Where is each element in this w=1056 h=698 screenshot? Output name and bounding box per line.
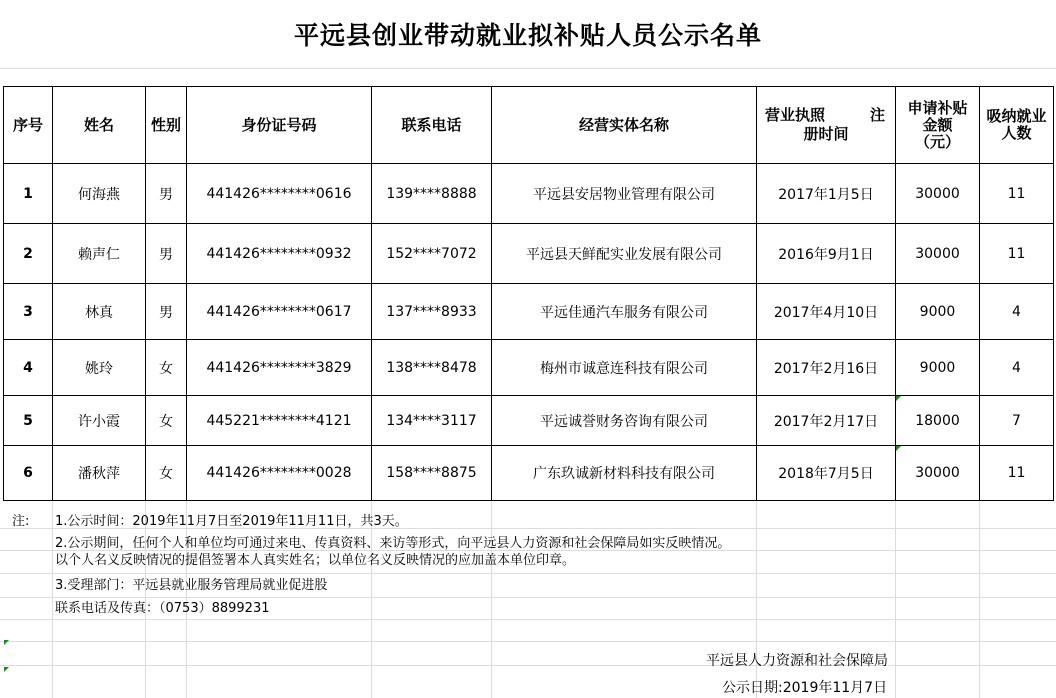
cell-jobs: 11 xyxy=(980,446,1054,501)
table-row xyxy=(4,224,1054,284)
cell-seq: 6 xyxy=(4,446,53,501)
cell-phone: 138****8478 xyxy=(372,340,492,396)
header-seq: 序号 xyxy=(4,87,53,164)
cell-phone: 139****8888 xyxy=(372,164,492,224)
cell-gender: 女 xyxy=(146,396,187,446)
header-license-c: 册时间 xyxy=(803,125,849,143)
cell-date: 2017年4月10日 xyxy=(757,284,896,340)
cell-name: 许小霞 xyxy=(53,396,146,446)
table-row xyxy=(4,284,1054,340)
cell-seq: 2 xyxy=(4,224,53,284)
cell-jobs: 4 xyxy=(980,340,1054,396)
cell-jobs: 7 xyxy=(980,396,1054,446)
cell-id: 441426********0028 xyxy=(187,446,372,501)
note-line-1: 1.公示时间：2019年11月7日至2019年11月11日，共3天。 xyxy=(55,514,408,529)
cell-gender: 男 xyxy=(146,284,187,340)
cell-id: 441426********0617 xyxy=(187,284,372,340)
header-subsidy xyxy=(896,87,980,164)
header-subsidy-a: 申请补贴 xyxy=(907,98,968,117)
table-row xyxy=(4,164,1054,224)
cell-name: 何海燕 xyxy=(53,164,146,224)
table-header-row xyxy=(4,87,1054,164)
cell-amount: 30000 xyxy=(896,446,980,501)
cell-seq: 1 xyxy=(4,164,53,224)
cell-entity: 广东玖诚新材料科技有限公司 xyxy=(492,446,757,501)
cell-gender: 女 xyxy=(146,340,187,396)
cell-amount: 9000 xyxy=(896,284,980,340)
header-license-a: 营业执照 xyxy=(765,106,826,124)
header-jobs-b: 人数 xyxy=(1001,124,1032,142)
cell-entity: 平远诚誉财务咨询有限公司 xyxy=(492,396,757,446)
header-subsidy-b: 金额 xyxy=(922,115,953,134)
cell-jobs: 11 xyxy=(980,164,1054,224)
cell-date: 2016年9月1日 xyxy=(757,224,896,284)
cell-marker-icon xyxy=(4,640,9,645)
cell-phone: 134****3117 xyxy=(372,396,492,446)
cell-id: 441426********0616 xyxy=(187,164,372,224)
header-name: 姓名 xyxy=(53,87,146,164)
header-license-date xyxy=(757,87,896,164)
cell-entity: 梅州市诚意连科技有限公司 xyxy=(492,340,757,396)
header-phone: 联系电话 xyxy=(372,87,492,164)
cell-seq: 5 xyxy=(4,396,53,446)
cell-date: 2017年2月16日 xyxy=(757,340,896,396)
cell-gender: 女 xyxy=(146,446,187,501)
cell-seq: 4 xyxy=(4,340,53,396)
note-line-2: 2.公示期间，任何个人和单位均可通过来电、传真资料、来访等形式，向平远县人力资源和社会保障局如实反映情况。 xyxy=(55,536,731,551)
cell-id: 441426********3829 xyxy=(187,340,372,396)
cell-marker-icon xyxy=(896,446,901,451)
cell-phone: 137****8933 xyxy=(372,284,492,340)
table-row xyxy=(4,396,1054,446)
cell-id: 445221********4121 xyxy=(187,396,372,446)
notes-label: 注: xyxy=(12,514,30,529)
subsidy-roster-table xyxy=(3,86,1054,501)
footer-date: 公示日期:2019年11月7日 xyxy=(722,680,888,696)
cell-seq: 3 xyxy=(4,284,53,340)
note-line-5: 联系电话及传真：（0753）8899231 xyxy=(55,601,270,616)
cell-name: 姚玲 xyxy=(53,340,146,396)
cell-entity: 平远县天鲜配实业发展有限公司 xyxy=(492,224,757,284)
cell-amount: 18000 xyxy=(896,396,980,446)
cell-phone: 158****8875 xyxy=(372,446,492,501)
header-gender: 性别 xyxy=(146,87,187,164)
cell-jobs: 11 xyxy=(980,224,1054,284)
cell-phone: 152****7072 xyxy=(372,224,492,284)
header-entity: 经营实体名称 xyxy=(492,87,757,164)
cell-gender: 男 xyxy=(146,224,187,284)
header-jobs-a: 吸纳就业 xyxy=(986,107,1047,125)
note-line-4: 3.受理部门：平远县就业服务管理局就业促进股 xyxy=(55,578,328,593)
header-subsidy-c: （元） xyxy=(914,132,960,151)
cell-marker-icon xyxy=(4,667,9,672)
table-row xyxy=(4,446,1054,501)
cell-jobs: 4 xyxy=(980,284,1054,340)
page-title: 平远县创业带动就业拟补贴人员公示名单 xyxy=(293,21,762,50)
header-id: 身份证号码 xyxy=(187,87,372,164)
cell-amount: 30000 xyxy=(896,164,980,224)
cell-date: 2017年2月17日 xyxy=(757,396,896,446)
cell-entity: 平远县安居物业管理有限公司 xyxy=(492,164,757,224)
header-jobs xyxy=(980,87,1054,164)
cell-amount: 9000 xyxy=(896,340,980,396)
cell-amount: 30000 xyxy=(896,224,980,284)
cell-marker-icon xyxy=(896,396,901,401)
cell-name: 赖声仁 xyxy=(53,224,146,284)
table-row xyxy=(4,340,1054,396)
cell-gender: 男 xyxy=(146,164,187,224)
cell-name: 潘秋萍 xyxy=(53,446,146,501)
cell-entity: 平远佳通汽车服务有限公司 xyxy=(492,284,757,340)
note-line-3: 以个人名义反映情况的提倡签署本人真实姓名；以单位名义反映情况的应加盖本单位印章。 xyxy=(55,553,576,568)
cell-date: 2018年7月5日 xyxy=(757,446,896,501)
cell-name: 林真 xyxy=(53,284,146,340)
header-license-b: 注 xyxy=(869,106,885,124)
cell-date: 2017年1月5日 xyxy=(757,164,896,224)
footer-org: 平远县人力资源和社会保障局 xyxy=(706,653,888,669)
cell-id: 441426********0932 xyxy=(187,224,372,284)
